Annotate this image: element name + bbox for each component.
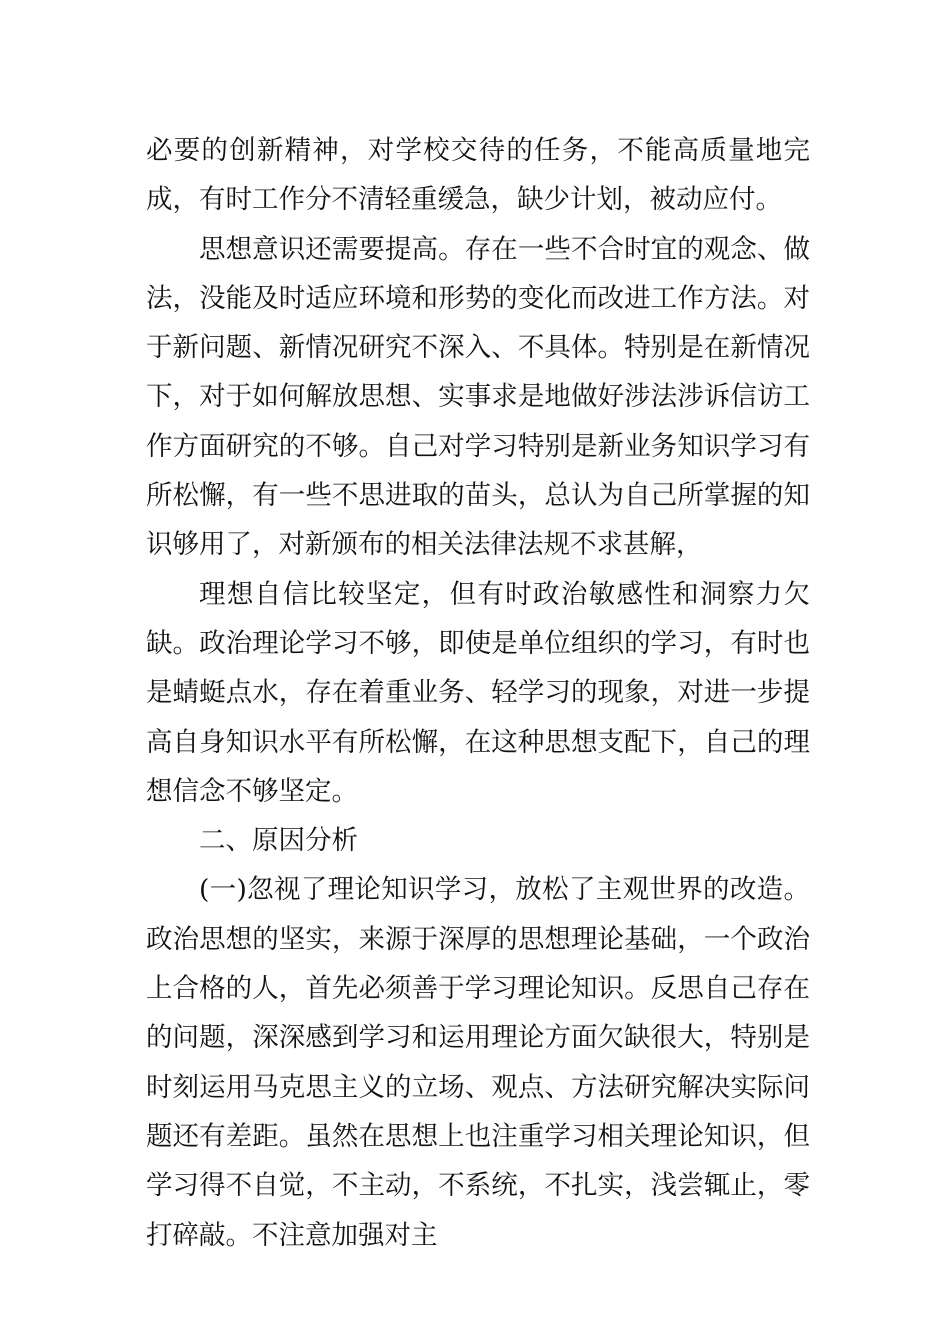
section-heading-cause-analysis: 二、原因分析 [199,825,358,857]
paragraph-ideals-belief: 理想自信比较坚定，但有时政治敏感性和洞察力欠缺。政治理论学习不够，即使是单位组织的学习，有时也是蜻蜓点水，存在着重业务、轻学习的现象，对进一步提高自身知识水平有所松懈，在这种思想支配下，自己的理想信念不够坚定。 [146,578,810,807]
paragraph-theory-study: (一)忽视了理论知识学习，放松了主观世界的改造。政治思想的坚实，来源于深厚的思想理论基础，一个政治上合格的人，首先必须善于学习理论知识。反思自己存在的问题，深深感到学习和运用理论方面欠缺很大，特别是时刻运用马克思主义的立场、观点、方法研究解决实际问题还有差距。虽然在思想上也注重学习相关理论知识，但学习得不自觉，不主动，不系统，不扎实，浅尝辄止，零打碎敲。不注意加强对主 [146,874,810,1251]
document-body [146,126,810,1260]
paragraph-thought-awareness: 思想意识还需要提高。存在一些不合时宜的观念、做法，没能及时适应环境和形势的变化而改进工作方法。对于新问题、新情况研究不深入、不具体。特别是在新情况下，对于如何解放思想、实事求是地做好涉法涉诉信访工作方面研究的不够。自己对学习特别是新业务知识学习有所松懈，有一些不思进取的苗头，总认为自己所掌握的知识够用了，对新颁布的相关法律法规不求甚解， [146,233,810,561]
paragraph-continuation: 必要的创新精神，对学校交待的任务，不能高质量地完成，有时工作分不清轻重缓急，缺少计划，被动应付。 [146,135,810,216]
